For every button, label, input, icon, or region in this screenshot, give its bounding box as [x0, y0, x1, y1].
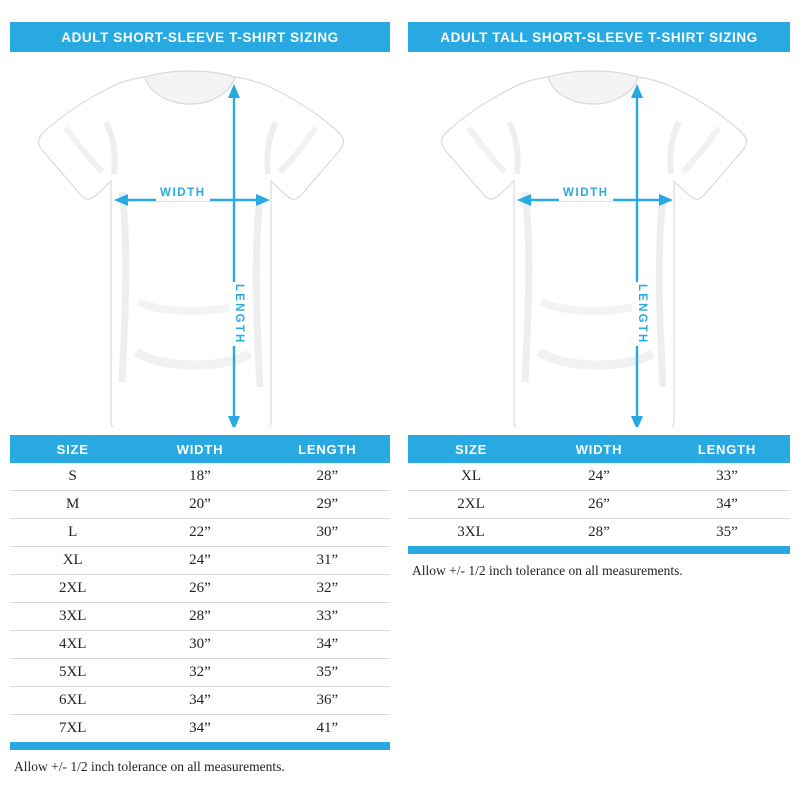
length-label-adult-tall: LENGTH [632, 282, 652, 346]
cell-size: 3XL [10, 603, 135, 631]
panel-adult-tall [408, 0, 790, 427]
table-row [10, 575, 390, 603]
table-row [408, 491, 790, 519]
table-row [10, 715, 390, 743]
size-table-adult-tall [408, 435, 790, 546]
table-row [10, 659, 390, 687]
cell-width: 24” [135, 547, 264, 575]
col-length: LENGTH [265, 435, 390, 463]
cell-length: 32” [265, 575, 390, 603]
tshirt-graphic-tall [408, 52, 790, 427]
cell-width: 26” [135, 575, 264, 603]
tshirt-graphic [10, 52, 390, 427]
cell-size: XL [10, 547, 135, 575]
table-row [10, 519, 390, 547]
cell-length: 34” [664, 491, 790, 519]
shirt-illustration-adult-tall [408, 52, 790, 427]
cell-width: 32” [135, 659, 264, 687]
panel-title-adult-tall: ADULT TALL SHORT-SLEEVE T-SHIRT SIZING [408, 22, 790, 52]
cell-size: 6XL [10, 687, 135, 715]
cell-width: 28” [135, 603, 264, 631]
cell-size: S [10, 463, 135, 491]
table-row [10, 491, 390, 519]
col-width: WIDTH [135, 435, 264, 463]
cell-width: 26” [534, 491, 664, 519]
cell-size: XL [408, 463, 534, 491]
cell-length: 33” [664, 463, 790, 491]
cell-length: 35” [716, 524, 738, 540]
table-row [10, 687, 390, 715]
width-label-adult: WIDTH [156, 185, 210, 201]
cell-length: 41” [316, 720, 339, 736]
table-row [10, 463, 390, 491]
cell-length: 28” [265, 463, 390, 491]
table-row [10, 603, 390, 631]
cell-width: 34” [189, 720, 211, 736]
tolerance-note-adult-tall: Allow +/- 1/2 inch tolerance on all measurements. [412, 563, 683, 578]
table-row [408, 463, 790, 491]
cell-size: 7XL [58, 720, 87, 736]
col-size: SIZE [10, 435, 135, 463]
panel-title-adult: ADULT SHORT-SLEEVE T-SHIRT SIZING [10, 22, 390, 52]
cell-size: L [10, 519, 135, 547]
size-table-adult-tall-wrap [408, 435, 790, 579]
cell-width: 22” [135, 519, 264, 547]
cell-size: 2XL [10, 575, 135, 603]
width-label-adult-tall: WIDTH [559, 185, 613, 201]
length-label-adult: LENGTH [229, 282, 249, 346]
cell-width: 20” [135, 491, 264, 519]
cell-size: M [10, 491, 135, 519]
size-table-adult [10, 435, 390, 742]
cell-length: 34” [265, 631, 390, 659]
table-row [10, 631, 390, 659]
table-footer-bar-adult [10, 742, 390, 750]
table-footer-bar-adult-tall [408, 546, 790, 554]
cell-length: 36” [265, 687, 390, 715]
size-table-adult-wrap [10, 435, 390, 775]
cell-length: 31” [265, 547, 390, 575]
cell-width: 34” [135, 687, 264, 715]
table-header-row [408, 435, 790, 463]
col-length: LENGTH [664, 435, 790, 463]
cell-length: 29” [265, 491, 390, 519]
cell-width: 28” [588, 524, 610, 540]
cell-width: 24” [534, 463, 664, 491]
cell-length: 30” [265, 519, 390, 547]
cell-size: 2XL [408, 491, 534, 519]
col-size: SIZE [408, 435, 534, 463]
panel-adult [10, 0, 390, 427]
cell-length: 35” [265, 659, 390, 687]
cell-size: 5XL [10, 659, 135, 687]
cell-size: 3XL [457, 524, 485, 540]
shirt-illustration-adult [10, 52, 390, 427]
table-row [408, 519, 790, 547]
cell-width: 30” [135, 631, 264, 659]
tolerance-note-adult: Allow +/- 1/2 inch tolerance on all measurements. [14, 759, 285, 774]
table-row [10, 547, 390, 575]
table-header-row [10, 435, 390, 463]
cell-size: 4XL [10, 631, 135, 659]
cell-width: 18” [135, 463, 264, 491]
col-width: WIDTH [534, 435, 664, 463]
cell-length: 33” [265, 603, 390, 631]
